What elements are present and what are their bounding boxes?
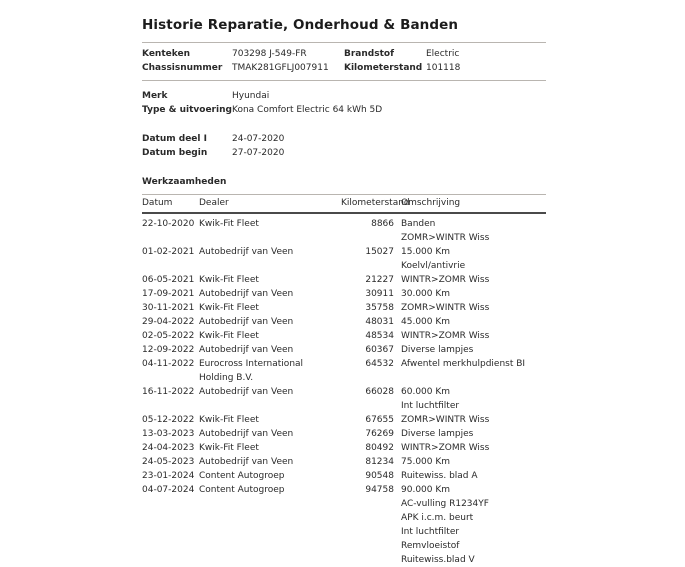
brandstof-value: Electric xyxy=(426,49,460,59)
cell-dealer: Autobedrijf van Veen xyxy=(199,317,294,327)
cell-omschrijving xyxy=(394,483,546,567)
table-row xyxy=(142,287,546,301)
cell-kilometerstand: 15027 xyxy=(365,247,394,257)
omschrijving-line: Int luchtfilter xyxy=(401,527,460,537)
omschrijving-line: ZOMR>WINTR Wiss xyxy=(401,233,490,243)
omschrijving-line: ZOMR>WINTR Wiss xyxy=(401,303,490,313)
cell-dealer: Kwik-Fit Fleet xyxy=(199,443,259,453)
cell-kilometerstand: 64532 xyxy=(365,359,394,369)
vehicle-id-section xyxy=(142,43,546,80)
table-row xyxy=(142,315,546,329)
cell-omschrijving xyxy=(394,273,546,287)
divider xyxy=(142,80,546,81)
cell-kilometerstand: 48534 xyxy=(365,331,394,341)
brandstof-label: Brandstof xyxy=(344,49,394,59)
omschrijving-line: Afwentel merkhulpdienst BI xyxy=(401,359,526,369)
omschrijving-line: Int luchtfilter xyxy=(401,401,460,411)
cell-omschrijving xyxy=(394,441,546,455)
cell-datum: 24-04-2023 xyxy=(142,443,195,453)
table-row xyxy=(142,469,546,483)
cell-datum: 29-04-2022 xyxy=(142,317,195,327)
report-content xyxy=(142,17,546,567)
cell-omschrijving xyxy=(394,357,546,385)
kilometerstand-label: Kilometerstand xyxy=(344,63,423,73)
cell-datum: 13-03-2023 xyxy=(142,429,195,439)
cell-datum: 04-11-2022 xyxy=(142,359,195,369)
table-row xyxy=(142,213,546,245)
omschrijving-line: ZOMR>WINTR Wiss xyxy=(401,415,490,425)
kenteken-value: 703298 J-549-FR xyxy=(232,49,307,59)
cell-omschrijving xyxy=(394,245,546,273)
omschrijving-line: WINTR>ZOMR Wiss xyxy=(401,275,490,285)
cell-dealer: Kwik-Fit Fleet xyxy=(199,331,259,341)
datum-deel-1-label: Datum deel I xyxy=(142,134,207,144)
cell-datum: 24-05-2023 xyxy=(142,457,195,467)
omschrijving-line: 15.000 Km xyxy=(401,247,451,257)
table-row xyxy=(142,427,546,441)
cell-dealer: Eurocross International Holding B.V. xyxy=(199,359,304,383)
table-row xyxy=(142,413,546,427)
vehicle-model-section xyxy=(142,89,546,117)
omschrijving-line: Ruitewiss.blad V xyxy=(401,555,475,565)
datum-begin-label: Datum begin xyxy=(142,148,208,158)
cell-dealer: Autobedrijf van Veen xyxy=(199,457,294,467)
table-row xyxy=(142,245,546,273)
werkzaamheden-section-title: Werkzaamheden xyxy=(142,177,227,187)
cell-kilometerstand: 21227 xyxy=(365,275,394,285)
cell-datum: 01-02-2021 xyxy=(142,247,195,257)
merk-label: Merk xyxy=(142,91,168,101)
page-title: Historie Reparatie, Onderhoud & Banden xyxy=(142,17,459,33)
cell-omschrijving xyxy=(394,343,546,357)
omschrijving-line: APK i.c.m. beurt xyxy=(401,513,474,523)
omschrijving-line: WINTR>ZOMR Wiss xyxy=(401,331,490,341)
cell-dealer: Autobedrijf van Veen xyxy=(199,429,294,439)
table-row xyxy=(142,455,546,469)
chassisnummer-label: Chassisnummer xyxy=(142,63,223,73)
merk-value: Hyundai xyxy=(232,91,270,101)
omschrijving-line: 75.000 Km xyxy=(401,457,451,467)
datum-deel-1-value: 24-07-2020 xyxy=(232,134,285,144)
cell-dealer: Kwik-Fit Fleet xyxy=(199,303,259,313)
omschrijving-line: Diverse lampjes xyxy=(401,345,474,355)
cell-dealer: Kwik-Fit Fleet xyxy=(199,415,259,425)
cell-datum: 17-09-2021 xyxy=(142,289,195,299)
cell-kilometerstand: 66028 xyxy=(365,387,394,397)
cell-datum: 30-11-2021 xyxy=(142,303,195,313)
cell-dealer: Autobedrijf van Veen xyxy=(199,289,294,299)
table-row xyxy=(142,273,546,287)
kenteken-label: Kenteken xyxy=(142,49,190,59)
cell-datum: 16-11-2022 xyxy=(142,387,195,397)
omschrijving-line: Diverse lampjes xyxy=(401,429,474,439)
omschrijving-line: 30.000 Km xyxy=(401,289,451,299)
table-row xyxy=(142,357,546,385)
omschrijving-line: Koelvl/antivrie xyxy=(401,261,466,271)
column-header-dealer: Dealer xyxy=(199,195,341,214)
omschrijving-line: 90.000 Km xyxy=(401,485,451,495)
cell-datum: 04-07-2024 xyxy=(142,485,195,495)
table-body xyxy=(142,213,546,567)
cell-omschrijving xyxy=(394,469,546,483)
cell-kilometerstand: 94758 xyxy=(365,485,394,495)
omschrijving-line: Banden xyxy=(401,219,436,229)
type-uitvoering-value: Kona Comfort Electric 64 kWh 5D xyxy=(232,105,383,115)
omschrijving-line: AC-vulling R1234YF xyxy=(401,499,489,509)
cell-omschrijving xyxy=(394,213,546,245)
cell-dealer: Content Autogroep xyxy=(199,485,285,495)
cell-datum: 22-10-2020 xyxy=(142,219,195,229)
cell-dealer: Autobedrijf van Veen xyxy=(199,345,294,355)
omschrijving-line: Remvloeistof xyxy=(401,541,460,551)
omschrijving-line: WINTR>ZOMR Wiss xyxy=(401,443,490,453)
cell-omschrijving xyxy=(394,413,546,427)
cell-kilometerstand: 76269 xyxy=(365,429,394,439)
cell-dealer: Content Autogroep xyxy=(199,471,285,481)
cell-datum: 12-09-2022 xyxy=(142,345,195,355)
cell-datum: 06-05-2021 xyxy=(142,275,195,285)
cell-kilometerstand: 48031 xyxy=(365,317,394,327)
table-row xyxy=(142,343,546,357)
cell-dealer: Autobedrijf van Veen xyxy=(199,247,294,257)
kilometerstand-value: 101118 xyxy=(426,63,461,73)
cell-omschrijving xyxy=(394,315,546,329)
table-row xyxy=(142,483,546,567)
table-header-row xyxy=(142,195,546,214)
cell-omschrijving xyxy=(394,455,546,469)
table-row xyxy=(142,301,546,315)
column-header-kilometerstand: Kilometerstand xyxy=(341,195,394,214)
cell-datum: 05-12-2022 xyxy=(142,415,195,425)
cell-kilometerstand: 90548 xyxy=(365,471,394,481)
cell-kilometerstand: 35758 xyxy=(365,303,394,313)
table-row xyxy=(142,329,546,343)
cell-kilometerstand: 67655 xyxy=(365,415,394,425)
table-row xyxy=(142,441,546,455)
cell-kilometerstand: 30911 xyxy=(365,289,394,299)
omschrijving-line: 45.000 Km xyxy=(401,317,451,327)
omschrijving-line: 60.000 Km xyxy=(401,387,451,397)
cell-kilometerstand: 60367 xyxy=(365,345,394,355)
cell-omschrijving xyxy=(394,301,546,315)
cell-omschrijving xyxy=(394,427,546,441)
cell-omschrijving xyxy=(394,385,546,413)
column-header-datum: Datum xyxy=(142,195,199,214)
cell-kilometerstand: 8866 xyxy=(371,219,394,229)
type-uitvoering-label: Type & uitvoering xyxy=(142,105,232,115)
cell-datum: 02-05-2022 xyxy=(142,331,195,341)
cell-dealer: Kwik-Fit Fleet xyxy=(199,275,259,285)
column-header-omschrijving: Omschrijving xyxy=(394,195,546,214)
datum-begin-value: 27-07-2020 xyxy=(232,148,285,158)
cell-dealer: Autobedrijf van Veen xyxy=(199,387,294,397)
dates-section xyxy=(142,132,546,160)
cell-dealer: Kwik-Fit Fleet xyxy=(199,219,259,229)
table-row xyxy=(142,385,546,413)
cell-kilometerstand: 80492 xyxy=(365,443,394,453)
cell-omschrijving xyxy=(394,287,546,301)
chassisnummer-value: TMAK281GFLJ007911 xyxy=(232,63,329,73)
omschrijving-line: Ruitewiss. blad A xyxy=(401,471,478,481)
cell-omschrijving xyxy=(394,329,546,343)
werkzaamheden-table xyxy=(142,194,546,567)
cell-kilometerstand: 81234 xyxy=(365,457,394,467)
cell-datum: 23-01-2024 xyxy=(142,471,195,481)
